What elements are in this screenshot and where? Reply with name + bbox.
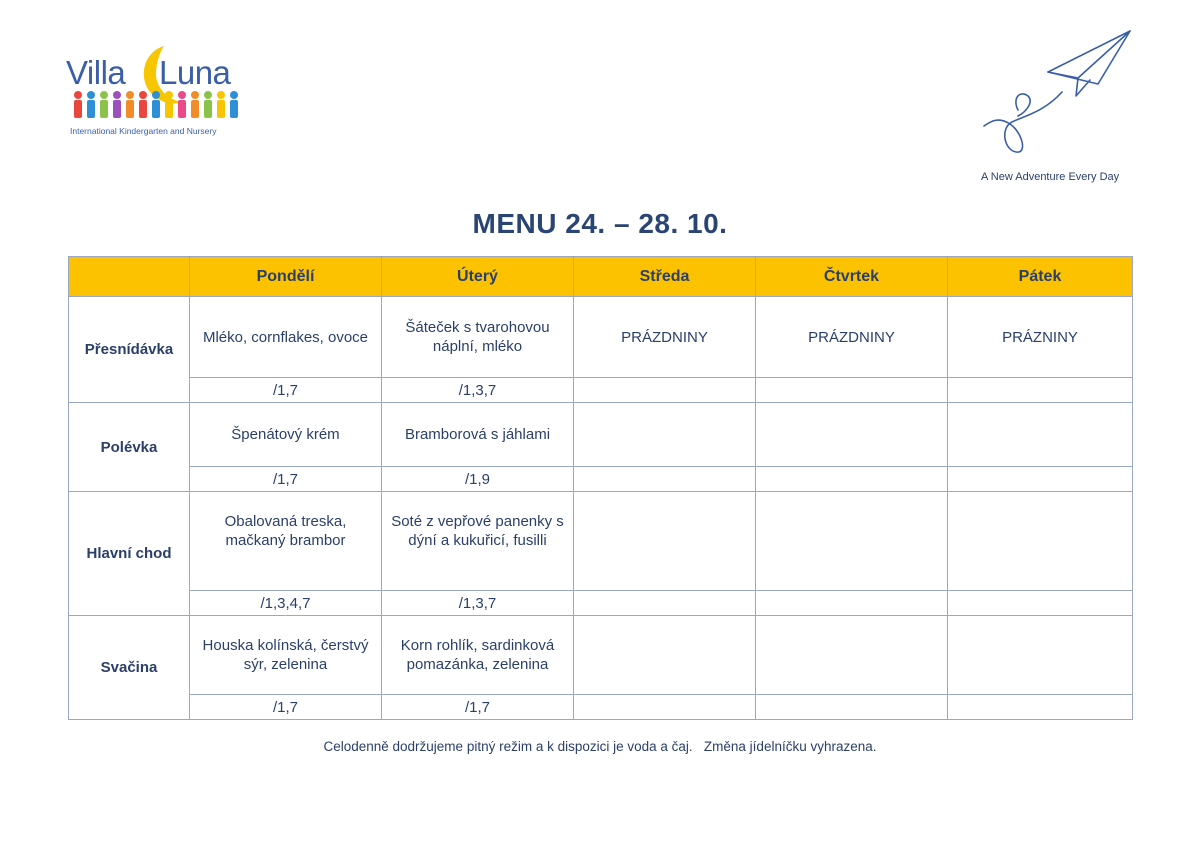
dish-cell: Šáteček s tvarohovou náplní, mléko bbox=[382, 297, 574, 378]
tagline: A New Adventure Every Day bbox=[981, 171, 1120, 183]
dish-cell: PRÁZDNINY bbox=[756, 297, 948, 378]
allergen-row bbox=[69, 378, 1133, 403]
allergen-cell bbox=[948, 378, 1133, 403]
logo-name-luna: Luna bbox=[159, 54, 231, 91]
meal-label-snack-morning: Přesnídávka bbox=[69, 297, 190, 403]
allergen-row bbox=[69, 695, 1133, 720]
day-header-tuesday: Úterý bbox=[382, 257, 574, 297]
allergen-cell: /1,3,7 bbox=[382, 378, 574, 403]
villa-luna-logo bbox=[64, 44, 250, 140]
allergen-cell bbox=[756, 695, 948, 720]
allergen-cell: /1,3,4,7 bbox=[190, 591, 382, 616]
dish-cell: PRÁZDNINY bbox=[574, 297, 756, 378]
table-row bbox=[69, 492, 1133, 591]
table-row bbox=[69, 297, 1133, 378]
allergen-cell bbox=[574, 467, 756, 492]
dish-cell: Obalovaná treska, mačkaný brambor bbox=[190, 492, 382, 591]
allergen-cell: /1,7 bbox=[382, 695, 574, 720]
allergen-row bbox=[69, 467, 1133, 492]
allergen-cell bbox=[948, 695, 1133, 720]
day-header-monday: Pondělí bbox=[190, 257, 382, 297]
paper-plane-icon bbox=[978, 26, 1138, 161]
allergen-cell bbox=[574, 591, 756, 616]
allergen-cell bbox=[948, 591, 1133, 616]
allergen-cell: /1,3,7 bbox=[382, 591, 574, 616]
allergen-cell bbox=[756, 378, 948, 403]
day-header-friday: Pátek bbox=[948, 257, 1133, 297]
dish-cell: Korn rohlík, sardinková pomazánka, zelenina bbox=[382, 616, 574, 695]
allergen-cell: /1,7 bbox=[190, 695, 382, 720]
dish-cell bbox=[948, 403, 1133, 467]
footer-note: Celodenně dodržujeme pitný režim a k dispozici je voda a čaj. Změna jídelníčku vyhrazena. bbox=[323, 739, 877, 754]
dish-cell bbox=[574, 616, 756, 695]
dish-cell bbox=[574, 492, 756, 591]
dish-cell bbox=[574, 403, 756, 467]
day-header-thursday: Čtvrtek bbox=[756, 257, 948, 297]
allergen-cell bbox=[756, 591, 948, 616]
page-title: MENU 24. – 28. 10. bbox=[472, 208, 728, 239]
table-row bbox=[69, 403, 1133, 467]
dish-cell: Špenátový krém bbox=[190, 403, 382, 467]
meal-label-snack-afternoon: Svačina bbox=[69, 616, 190, 720]
dish-cell: Soté z vepřové panenky s dýní a kukuřicí, fusilli bbox=[382, 492, 574, 591]
meal-label-main-course: Hlavní chod bbox=[69, 492, 190, 616]
table-row bbox=[69, 616, 1133, 695]
logo-subtitle: International Kindergarten and Nursery bbox=[70, 126, 217, 136]
allergen-cell bbox=[756, 467, 948, 492]
day-header-row bbox=[69, 257, 1133, 297]
allergen-cell: /1,9 bbox=[382, 467, 574, 492]
allergen-row bbox=[69, 591, 1133, 616]
corner-cell bbox=[69, 257, 190, 297]
allergen-cell: /1,7 bbox=[190, 378, 382, 403]
allergen-cell bbox=[574, 378, 756, 403]
dish-cell bbox=[756, 616, 948, 695]
children-figures-icon bbox=[70, 90, 246, 120]
dish-cell bbox=[948, 492, 1133, 591]
dish-cell bbox=[756, 403, 948, 467]
dish-cell bbox=[948, 616, 1133, 695]
dish-cell: Bramborová s jáhlami bbox=[382, 403, 574, 467]
weekly-menu-table bbox=[68, 256, 1133, 720]
dish-cell: Houska kolínská, čerstvý sýr, zelenina bbox=[190, 616, 382, 695]
dish-cell bbox=[756, 492, 948, 591]
day-header-wednesday: Středa bbox=[574, 257, 756, 297]
dish-cell: PRÁZNINY bbox=[948, 297, 1133, 378]
logo-name-villa: Villa bbox=[66, 54, 126, 91]
allergen-cell bbox=[574, 695, 756, 720]
dish-cell: Mléko, cornflakes, ovoce bbox=[190, 297, 382, 378]
meal-label-soup: Polévka bbox=[69, 403, 190, 492]
allergen-cell bbox=[948, 467, 1133, 492]
allergen-cell: /1,7 bbox=[190, 467, 382, 492]
